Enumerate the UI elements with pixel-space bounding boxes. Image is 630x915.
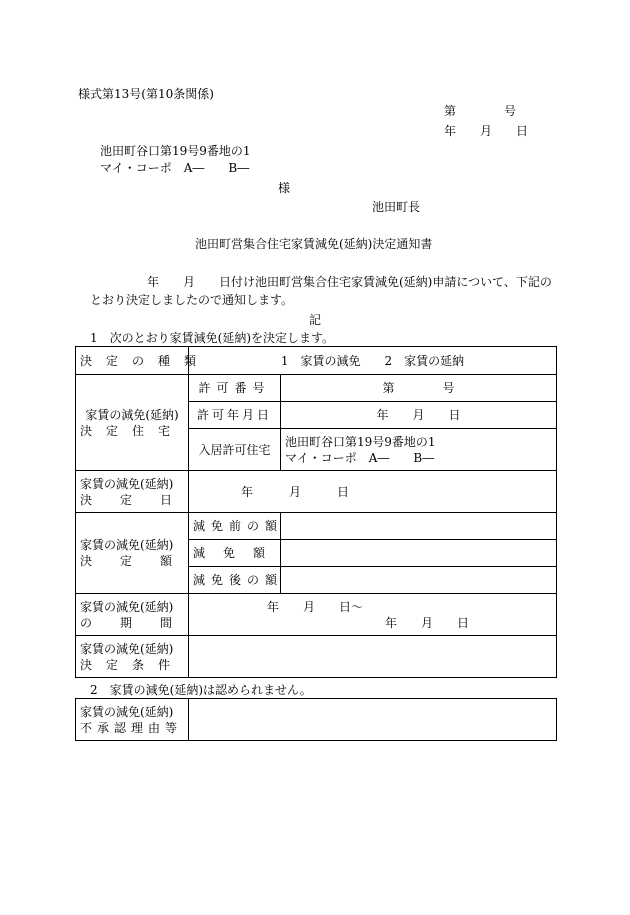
before-amount-value xyxy=(281,513,557,540)
residence-line-1: 池田町谷口第19号9番地の1 xyxy=(285,434,436,449)
reason-value xyxy=(189,699,557,741)
row-conditions xyxy=(76,636,557,678)
period-from: 年 月 日～ xyxy=(267,599,364,614)
period-label-line-1: 家賃の減免(延納) xyxy=(80,599,174,614)
permit-date-label: 許可年月日 xyxy=(189,402,281,429)
decision-date-label xyxy=(76,471,201,513)
row-kind xyxy=(76,347,557,375)
permit-number-label: 許可番号 xyxy=(189,375,281,402)
decision-date-value: 年 月 日 xyxy=(189,471,557,513)
amount-label-line-2: 決定額 xyxy=(80,554,201,568)
after-amount-label: 減免後の額 xyxy=(189,567,281,594)
section-1-heading: 1 次のとおり家賃減免(延納)を決定します。 xyxy=(90,331,335,345)
conditions-value xyxy=(189,636,557,678)
decision-date-label-line-2: 決定日 xyxy=(80,492,201,507)
conditions-label xyxy=(76,636,189,678)
reason-label-line-2: 不承認理由等 xyxy=(80,720,183,735)
residence-value xyxy=(281,429,557,471)
ki-note: 記 xyxy=(309,313,322,327)
period-value xyxy=(189,594,557,636)
conditions-label-line-2: 決定条件 xyxy=(80,657,185,672)
body-line-1: 年 月 日付け池田町営集合住宅家賃減免(延納)申請について、下記の xyxy=(147,275,552,289)
housing-label-line-1: 家賃の減免(延納) xyxy=(85,407,179,422)
period-to: 年 月 日 xyxy=(385,615,470,630)
recipient-honorific: 様 xyxy=(278,181,291,195)
reason-label xyxy=(76,699,189,741)
document-date: 年 月 日 xyxy=(444,124,529,138)
residence-line-2: マイ・コーポ A― B― xyxy=(285,450,435,465)
section-2-heading: 2 家賃の減免(延納)は認められません。 xyxy=(90,683,312,697)
reduction-amount-value xyxy=(281,540,557,567)
permit-number-value: 第 号 xyxy=(281,375,557,402)
reason-label-line-1: 家賃の減免(延納) xyxy=(80,704,174,719)
amount-label xyxy=(76,513,201,594)
form-number: 様式第13号(第10条関係) xyxy=(78,87,214,101)
recipient-building: マイ・コーポ A― B― xyxy=(100,161,250,175)
period-label-line-2: の期間 xyxy=(80,615,201,630)
row-decision-date xyxy=(76,471,557,513)
document-title: 池田町営集合住宅家賃減免(延納)決定通知書 xyxy=(195,237,433,251)
row-before-amount xyxy=(76,513,557,540)
conditions-label-line-1: 家賃の減免(延納) xyxy=(80,641,174,656)
before-amount-label: 減免前の額 xyxy=(189,513,281,540)
row-reason xyxy=(76,699,557,741)
kind-label: 決定の種類 xyxy=(76,347,189,375)
kind-value: 1 家賃の減免 2 家賃の延納 xyxy=(189,347,557,375)
housing-label xyxy=(76,375,189,471)
housing-label-line-2: 決定住宅 xyxy=(80,423,185,438)
decision-date-label-line-1: 家賃の減免(延納) xyxy=(80,476,174,491)
after-amount-value xyxy=(281,567,557,594)
body-line-2: とおり決定しましたので通知します。 xyxy=(90,293,294,307)
rejection-table xyxy=(75,698,557,741)
row-period xyxy=(76,594,557,636)
sender-name: 池田町長 xyxy=(372,200,421,214)
document-number: 第 号 xyxy=(444,104,517,118)
row-permit-number xyxy=(76,375,557,402)
period-label xyxy=(76,594,201,636)
residence-label: 入居許可住宅 xyxy=(189,429,281,471)
reduction-amount-label: 減免額 xyxy=(189,540,281,567)
recipient-address: 池田町谷口第19号9番地の1 xyxy=(100,144,251,158)
amount-label-line-1: 家賃の減免(延納) xyxy=(80,538,174,552)
permit-date-value: 年 月 日 xyxy=(281,402,557,429)
decision-table xyxy=(75,346,557,678)
